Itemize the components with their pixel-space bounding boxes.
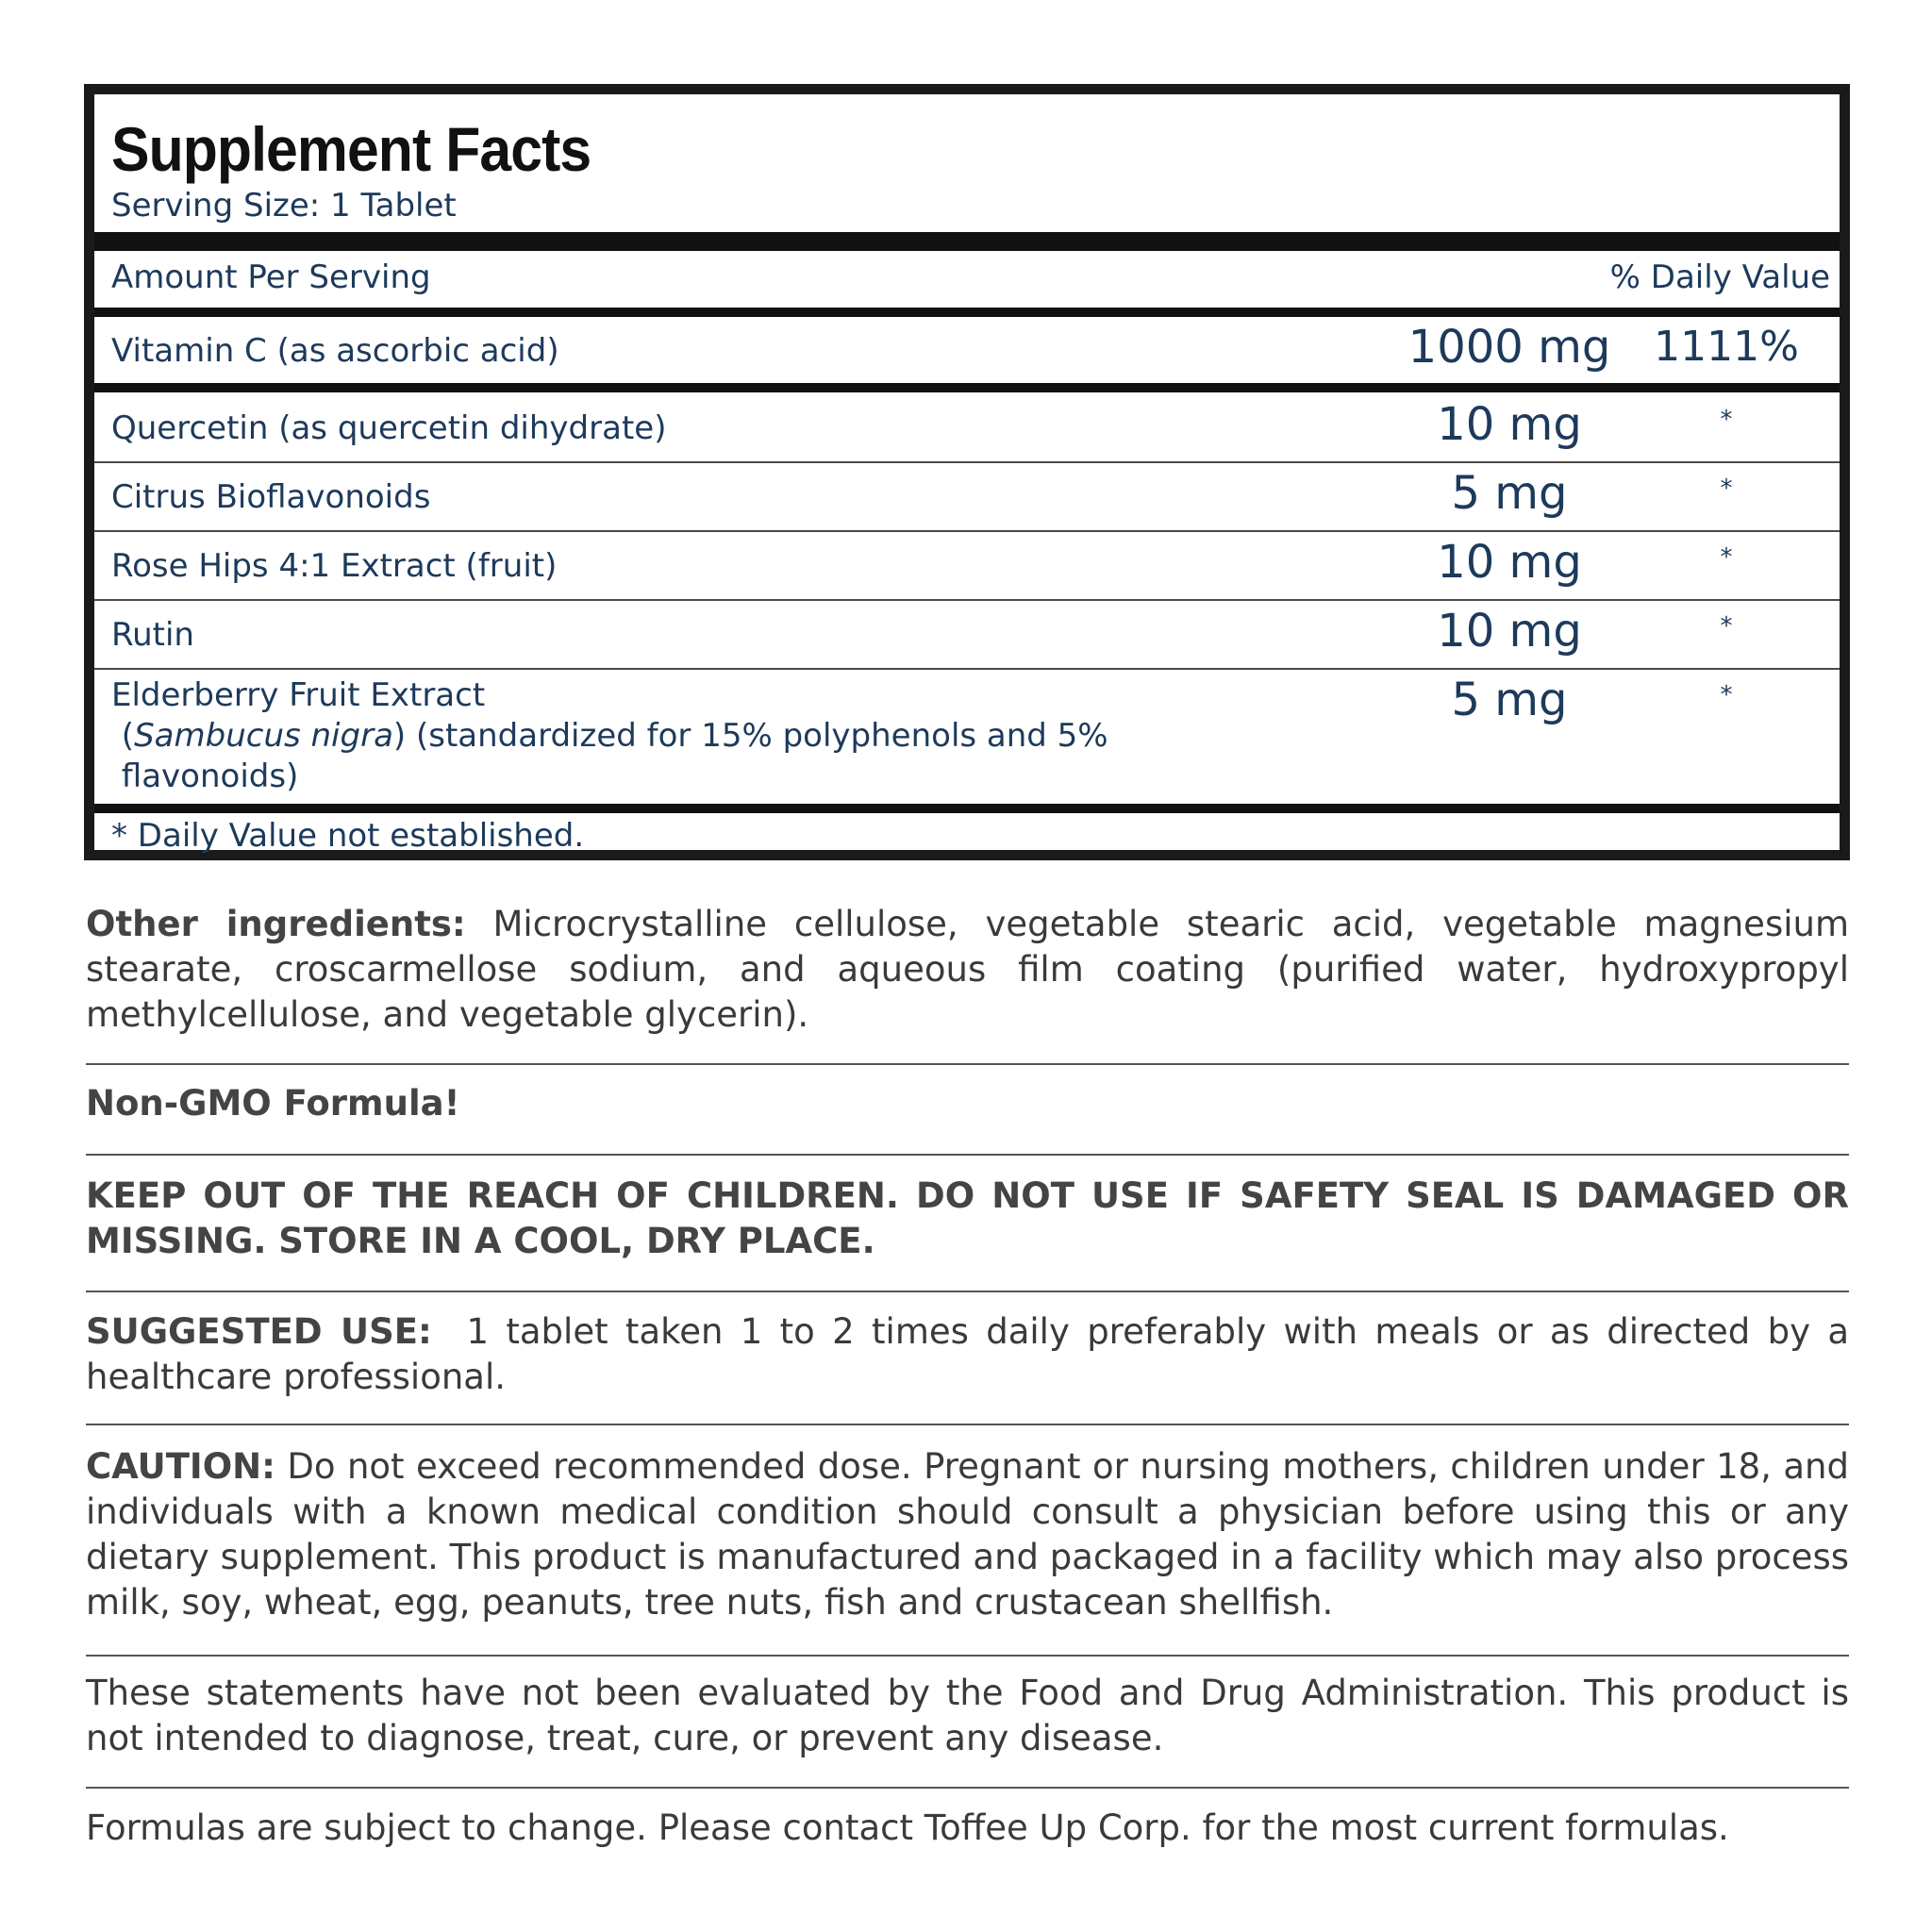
facts-title: Supplement Facts [111, 114, 591, 184]
section-divider [86, 1154, 1849, 1156]
safety-warning: KEEP OUT OF THE REACH OF CHILDREN. DO NOT USE IF SAFETY SEAL IS DAMAGED OR MISSING. STORE IN A COOL, DRY PLACE. [86, 1175, 1849, 1261]
nutrient-amount-citrus-bioflavonoids: 5 mg [1451, 467, 1568, 520]
fda-statement: These statements have not been evaluated by the Food and Drug Administration. This product is not intended to diagnose, treat, cure, or prevent any disease. [86, 1673, 1849, 1758]
non-gmo-statement: Non-GMO Formula! [86, 1083, 460, 1124]
nutrient-dv-citrus-bioflavonoids: * [1720, 475, 1733, 503]
daily-value-label: % Daily Value [1609, 258, 1830, 296]
nutrient-amount-elderberry: 5 mg [1451, 674, 1568, 726]
nutrient-name-vitamin-c: Vitamin C (as ascorbic acid) [111, 332, 559, 370]
section-divider [86, 1291, 1849, 1292]
dv-footnote: * Daily Value not established. [111, 817, 585, 855]
suggested-use-text: 1 tablet taken 1 to 2 times daily preferably with meals or as directed by a healthcare professional. [86, 1311, 1860, 1397]
nutrient-amount-rutin: 10 mg [1437, 605, 1582, 658]
section-divider [86, 1787, 1849, 1789]
row-divider [94, 599, 1840, 601]
nutrient-dv-rose-hips: * [1720, 543, 1733, 572]
caution-label: CAUTION: [86, 1446, 275, 1487]
elderberry-latin-name: Sambucus nigra [134, 717, 393, 755]
supplement-facts-panel [84, 84, 1850, 860]
nutrient-dv-rutin: * [1720, 612, 1733, 641]
nutrient-name-rutin: Rutin [111, 616, 194, 654]
elderberry-paren: ( [111, 717, 135, 755]
other-ingredients [86, 902, 1849, 1038]
thick-divider [94, 232, 1840, 251]
suggested-use [86, 1309, 1860, 1400]
nutrient-name-rose-hips: Rose Hips 4:1 Extract (fruit) [111, 547, 558, 585]
suggested-use-label: SUGGESTED USE: [86, 1311, 432, 1352]
elderberry-line-2 [111, 716, 1108, 757]
elderberry-line-1: Elderberry Fruit Extract [111, 676, 486, 714]
other-ingredients-label: Other ingredients: [86, 904, 466, 944]
section-divider [86, 1424, 1849, 1425]
header-divider [94, 308, 1840, 317]
section-divider [86, 1655, 1849, 1657]
caution-text: Do not exceed recommended dose. Pregnant or nursing mothers, children under 18, and individuals with a known medical condition should consult a physician before using this or any dietary supplement. This product is manufactured and packaged in a facility which may also process milk, soy, wheat, egg, peanuts, tree nuts, fish and crustacean shellfish. [86, 1446, 1849, 1623]
section-divider [86, 1063, 1849, 1065]
nutrient-dv-vitamin-c: 1111% [1654, 323, 1799, 371]
formula-note: Formulas are subject to change. Please contact Toffee Up Corp. for the most current formulas. [86, 1807, 1729, 1848]
serving-size: Serving Size: 1 Tablet [111, 187, 457, 225]
nutrient-name-elderberry [111, 675, 1108, 797]
nutrient-amount-rose-hips: 10 mg [1437, 536, 1582, 589]
nutrient-amount-quercetin: 10 mg [1437, 398, 1582, 451]
elderberry-line-3: flavonoids) [111, 758, 299, 795]
nutrient-dv-quercetin: * [1720, 406, 1733, 434]
nutrient-dv-elderberry: * [1720, 681, 1733, 709]
nutrient-amount-vitamin-c: 1000 mg [1407, 321, 1611, 374]
nutrient-name-quercetin: Quercetin (as quercetin dihydrate) [111, 409, 667, 447]
row-divider [94, 461, 1840, 463]
elderberry-standardized: ) (standardized for 15% polyphenols and 5% [392, 717, 1108, 755]
row-divider [94, 668, 1840, 670]
nutrient-name-citrus-bioflavonoids: Citrus Bioflavonoids [111, 478, 431, 516]
amount-per-serving-label: Amount Per Serving [111, 258, 431, 296]
other-ingredients-text: Microcrystalline cellulose, vegetable stearic acid, vegetable magnesium stearate, croscarmellose sodium, and aqueous film coating (purified water, hydroxypropyl methylcellulose, and vegetable glycerin). [86, 904, 1849, 1035]
vitamin-divider [94, 383, 1840, 392]
bottom-divider [94, 804, 1840, 813]
caution [86, 1444, 1849, 1625]
row-divider [94, 530, 1840, 532]
